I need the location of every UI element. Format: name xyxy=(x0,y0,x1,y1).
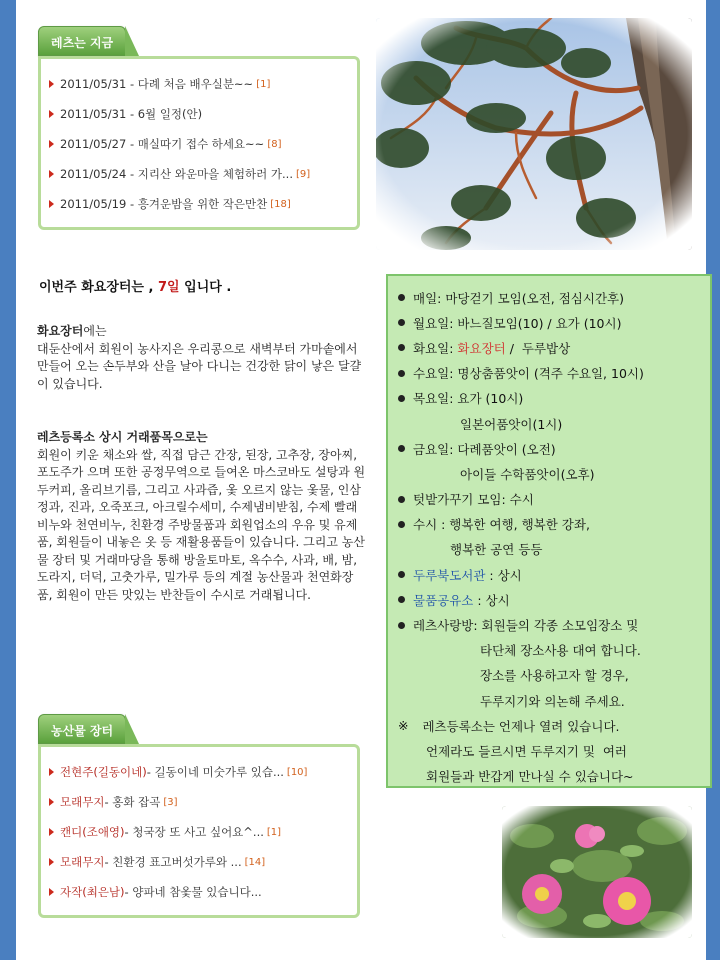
bullet-arrow-icon xyxy=(49,80,54,88)
news-panel xyxy=(38,56,360,230)
market-intro-heading-suffix: 에는 xyxy=(83,324,107,338)
bullet-dot-icon xyxy=(398,445,405,452)
news-item-text: 2011/05/27 - 매실따기 접수 하세요~~ xyxy=(60,137,265,151)
comment-count: [3] xyxy=(163,796,178,808)
bullet-dot-icon xyxy=(398,319,405,326)
pine-tree-image xyxy=(376,18,692,250)
market-intro-heading: 화요장터 xyxy=(37,324,84,338)
farm-item[interactable] xyxy=(49,877,357,907)
farm-item-text: - 친환경 표고버섯가루와 ... xyxy=(104,855,242,869)
bullet-arrow-icon xyxy=(49,798,54,806)
schedule-line xyxy=(398,411,710,436)
schedule-text: 언제라도 들르시면 두루지기 및 여러 xyxy=(426,743,627,759)
farm-item[interactable] xyxy=(49,787,357,817)
lets-items-heading: 레츠등록소 상시 거래품목으로는 xyxy=(37,430,208,444)
bullet-arrow-icon xyxy=(49,170,54,178)
news-item-text: 2011/05/31 - 6월 일정(안) xyxy=(60,107,203,121)
lets-items-body: 회원이 키운 채소와 쌀, 직접 담근 간장, 된장, 고추장, 장아찌, 포도주가 으며 또한 공정무역으로 들여온 마스코바도 설탕과 원두커피, 올리브기름, 그리고 사과즙, 옻 오르지 않는 옻물, 인삼정과, 진과, 오죽포크, 아크릴수세미, 수제냄비받침, 수제 빨래비누와 천연비누, 친환경 주방물품과 회원업소의 우유 및 유제품, 회원들이 내놓은 옷 등 재활용품들이 있습니다. 그리고 농산물 장터 및 거래마당을 통해 방울토마토, 옥수수, 사과, 배, 밤, 도라지, 더덕, 고춧가루, 밀가루 등의 계절 농산물과 천연화장품, 회원이 만든 맛있는 반찬들이 수시로 거래됩니다. xyxy=(37,447,366,602)
farm-item[interactable] xyxy=(49,847,357,877)
comment-count: [18] xyxy=(270,198,291,210)
schedule-line xyxy=(398,487,710,512)
schedule-line xyxy=(398,461,710,486)
news-item-text: 2011/05/24 - 지리산 와운마을 체험하러 가... xyxy=(60,167,293,181)
news-item[interactable] xyxy=(49,99,357,129)
schedule-line xyxy=(398,512,710,537)
schedule-line xyxy=(398,612,710,637)
announce-after: 입니다 . xyxy=(184,280,232,295)
bullet-dot-icon xyxy=(398,622,405,629)
news-title: 레츠는 지금 xyxy=(51,36,114,50)
news-list xyxy=(49,69,357,219)
comment-count: [14] xyxy=(244,856,266,868)
bullet-arrow-icon xyxy=(49,768,54,776)
schedule-line xyxy=(398,562,710,587)
schedule-text: 장소를 사용하고자 할 경우, xyxy=(480,668,629,684)
schedule-text: 목요일: 요가 (10시) xyxy=(413,391,524,407)
schedule-text: 레츠등록소는 언제나 열려 있습니다. xyxy=(422,718,620,734)
schedule-text: 타단체 장소사용 대여 합니다. xyxy=(480,643,641,659)
rose-image xyxy=(502,806,692,938)
schedule-text: 텃밭가꾸기 모임: 수시 xyxy=(413,492,534,508)
schedule-text: 두루북도서관 xyxy=(413,567,486,583)
bullet-arrow-icon xyxy=(49,110,54,118)
announce-date: 7일 xyxy=(158,280,180,295)
bullet-arrow-icon xyxy=(49,200,54,208)
schedule-text: 두루지기와 의논해 주세요. xyxy=(480,693,625,709)
bullet-dot-icon xyxy=(398,344,405,351)
schedule-text: 물품공유소 xyxy=(413,592,474,608)
schedule-text: 매일: 마당걷기 모임(오전, 점심시간후) xyxy=(413,290,624,306)
bullet-dot-icon xyxy=(398,571,405,578)
bullet-dot-icon xyxy=(398,496,405,503)
schedule-line xyxy=(398,764,710,789)
farm-item-author: 모래무지 xyxy=(60,855,105,869)
bullet-arrow-icon xyxy=(49,888,54,896)
page xyxy=(16,0,706,960)
schedule-text: 레츠사랑방: 회원들의 각종 소모임장소 및 xyxy=(413,618,639,634)
rose-photo xyxy=(502,806,692,938)
reference-mark-icon: ※ xyxy=(398,718,409,734)
schedule-text: 일본어품앗이(1시) xyxy=(460,416,563,432)
pine-tree-photo xyxy=(376,18,692,250)
news-item[interactable] xyxy=(49,69,357,99)
bullet-dot-icon xyxy=(398,521,405,528)
farm-item-text: - 청국장 또 사고 싶어요^... xyxy=(124,825,264,839)
bullet-dot-icon xyxy=(398,395,405,402)
bullet-dot-icon xyxy=(398,294,405,301)
schedule-text: 수시 : 행복한 여행, 행복한 강좌, xyxy=(413,517,590,533)
farm-item-text: - 양파네 참옻물 있습니다... xyxy=(124,885,262,899)
farm-tab[interactable] xyxy=(38,714,126,744)
news-item[interactable] xyxy=(49,129,357,159)
schedule-text: 화요장터 xyxy=(457,340,506,356)
schedule-text: 화요일: xyxy=(413,340,458,356)
bullet-arrow-icon xyxy=(49,140,54,148)
schedule-text: / 두루밥상 xyxy=(505,340,571,356)
farm-box xyxy=(38,714,360,918)
schedule-line xyxy=(398,386,710,411)
news-item-text: 2011/05/31 - 다례 처음 배우실분~~ xyxy=(60,77,254,91)
news-tab[interactable] xyxy=(38,26,126,56)
schedule-line xyxy=(398,738,710,763)
schedule-text: 월요일: 바느질모임(10) / 요가 (10시) xyxy=(413,315,622,331)
farm-item[interactable] xyxy=(49,817,357,847)
schedule-line xyxy=(398,587,710,612)
comment-count: [10] xyxy=(286,766,308,778)
schedule-line xyxy=(398,638,710,663)
farm-item-author: 전현주(길동이네) xyxy=(60,765,147,779)
news-item[interactable] xyxy=(49,189,357,219)
news-item-text: 2011/05/19 - 흥겨운밤을 위한 작은만찬 xyxy=(60,197,268,211)
farm-item-author: 모래무지 xyxy=(60,795,105,809)
schedule-list xyxy=(398,285,710,789)
schedule-line xyxy=(398,663,710,688)
farm-item[interactable] xyxy=(49,757,357,787)
news-box xyxy=(38,26,360,230)
comment-count: [8] xyxy=(267,138,282,150)
schedule-line xyxy=(398,713,710,738)
farm-item-author: 자작(최은남) xyxy=(60,885,125,899)
comment-count: [1] xyxy=(256,78,271,90)
schedule-text: 회원들과 반갑게 만나실 수 있습니다~ xyxy=(426,769,634,785)
farm-list xyxy=(49,757,357,907)
farm-item-text: - 홍화 잡곡 xyxy=(104,795,161,809)
schedule-line xyxy=(398,688,710,713)
schedule-text: : 상시 xyxy=(473,592,510,608)
comment-count: [1] xyxy=(266,826,282,838)
schedule-text: 행복한 공연 등등 xyxy=(450,542,543,558)
news-item[interactable] xyxy=(49,159,357,189)
schedule-text: : 상시 xyxy=(485,567,522,583)
schedule-line xyxy=(398,361,710,386)
schedule-line xyxy=(398,436,710,461)
comment-count: [9] xyxy=(295,168,311,180)
schedule-text: 아이들 수학품앗이(오후) xyxy=(460,466,595,482)
farm-title: 농산물 장터 xyxy=(51,724,114,738)
farm-panel xyxy=(38,744,360,918)
schedule-line xyxy=(398,285,710,310)
schedule-line xyxy=(398,310,710,335)
market-intro xyxy=(37,323,367,393)
announce-before: 이번주 화요장터는 , xyxy=(39,280,154,295)
bullet-dot-icon xyxy=(398,596,405,603)
weekly-announcement xyxy=(39,276,231,295)
schedule-text: 금요일: 다례품앗이 (오전) xyxy=(413,441,556,457)
farm-item-author: 캔디(조애영) xyxy=(60,825,125,839)
bullet-arrow-icon xyxy=(49,828,54,836)
bullet-dot-icon xyxy=(398,370,405,377)
schedule-text: 수요일: 명상춤품앗이 (격주 수요일, 10시) xyxy=(413,366,644,382)
farm-item-text: - 길동이네 미숫가루 있습... xyxy=(146,765,284,779)
schedule-line xyxy=(398,335,710,360)
lets-items xyxy=(37,429,367,604)
market-intro-body: 대둔산에서 회원이 농사지은 우리콩으로 새벽부터 가마솥에서 만들어 오는 손두부와 산을 날아 다니는 건강한 닭이 낳은 달걀이 있습니다. xyxy=(37,341,362,391)
schedule-panel xyxy=(386,274,712,788)
schedule-line xyxy=(398,537,710,562)
bullet-arrow-icon xyxy=(49,858,54,866)
